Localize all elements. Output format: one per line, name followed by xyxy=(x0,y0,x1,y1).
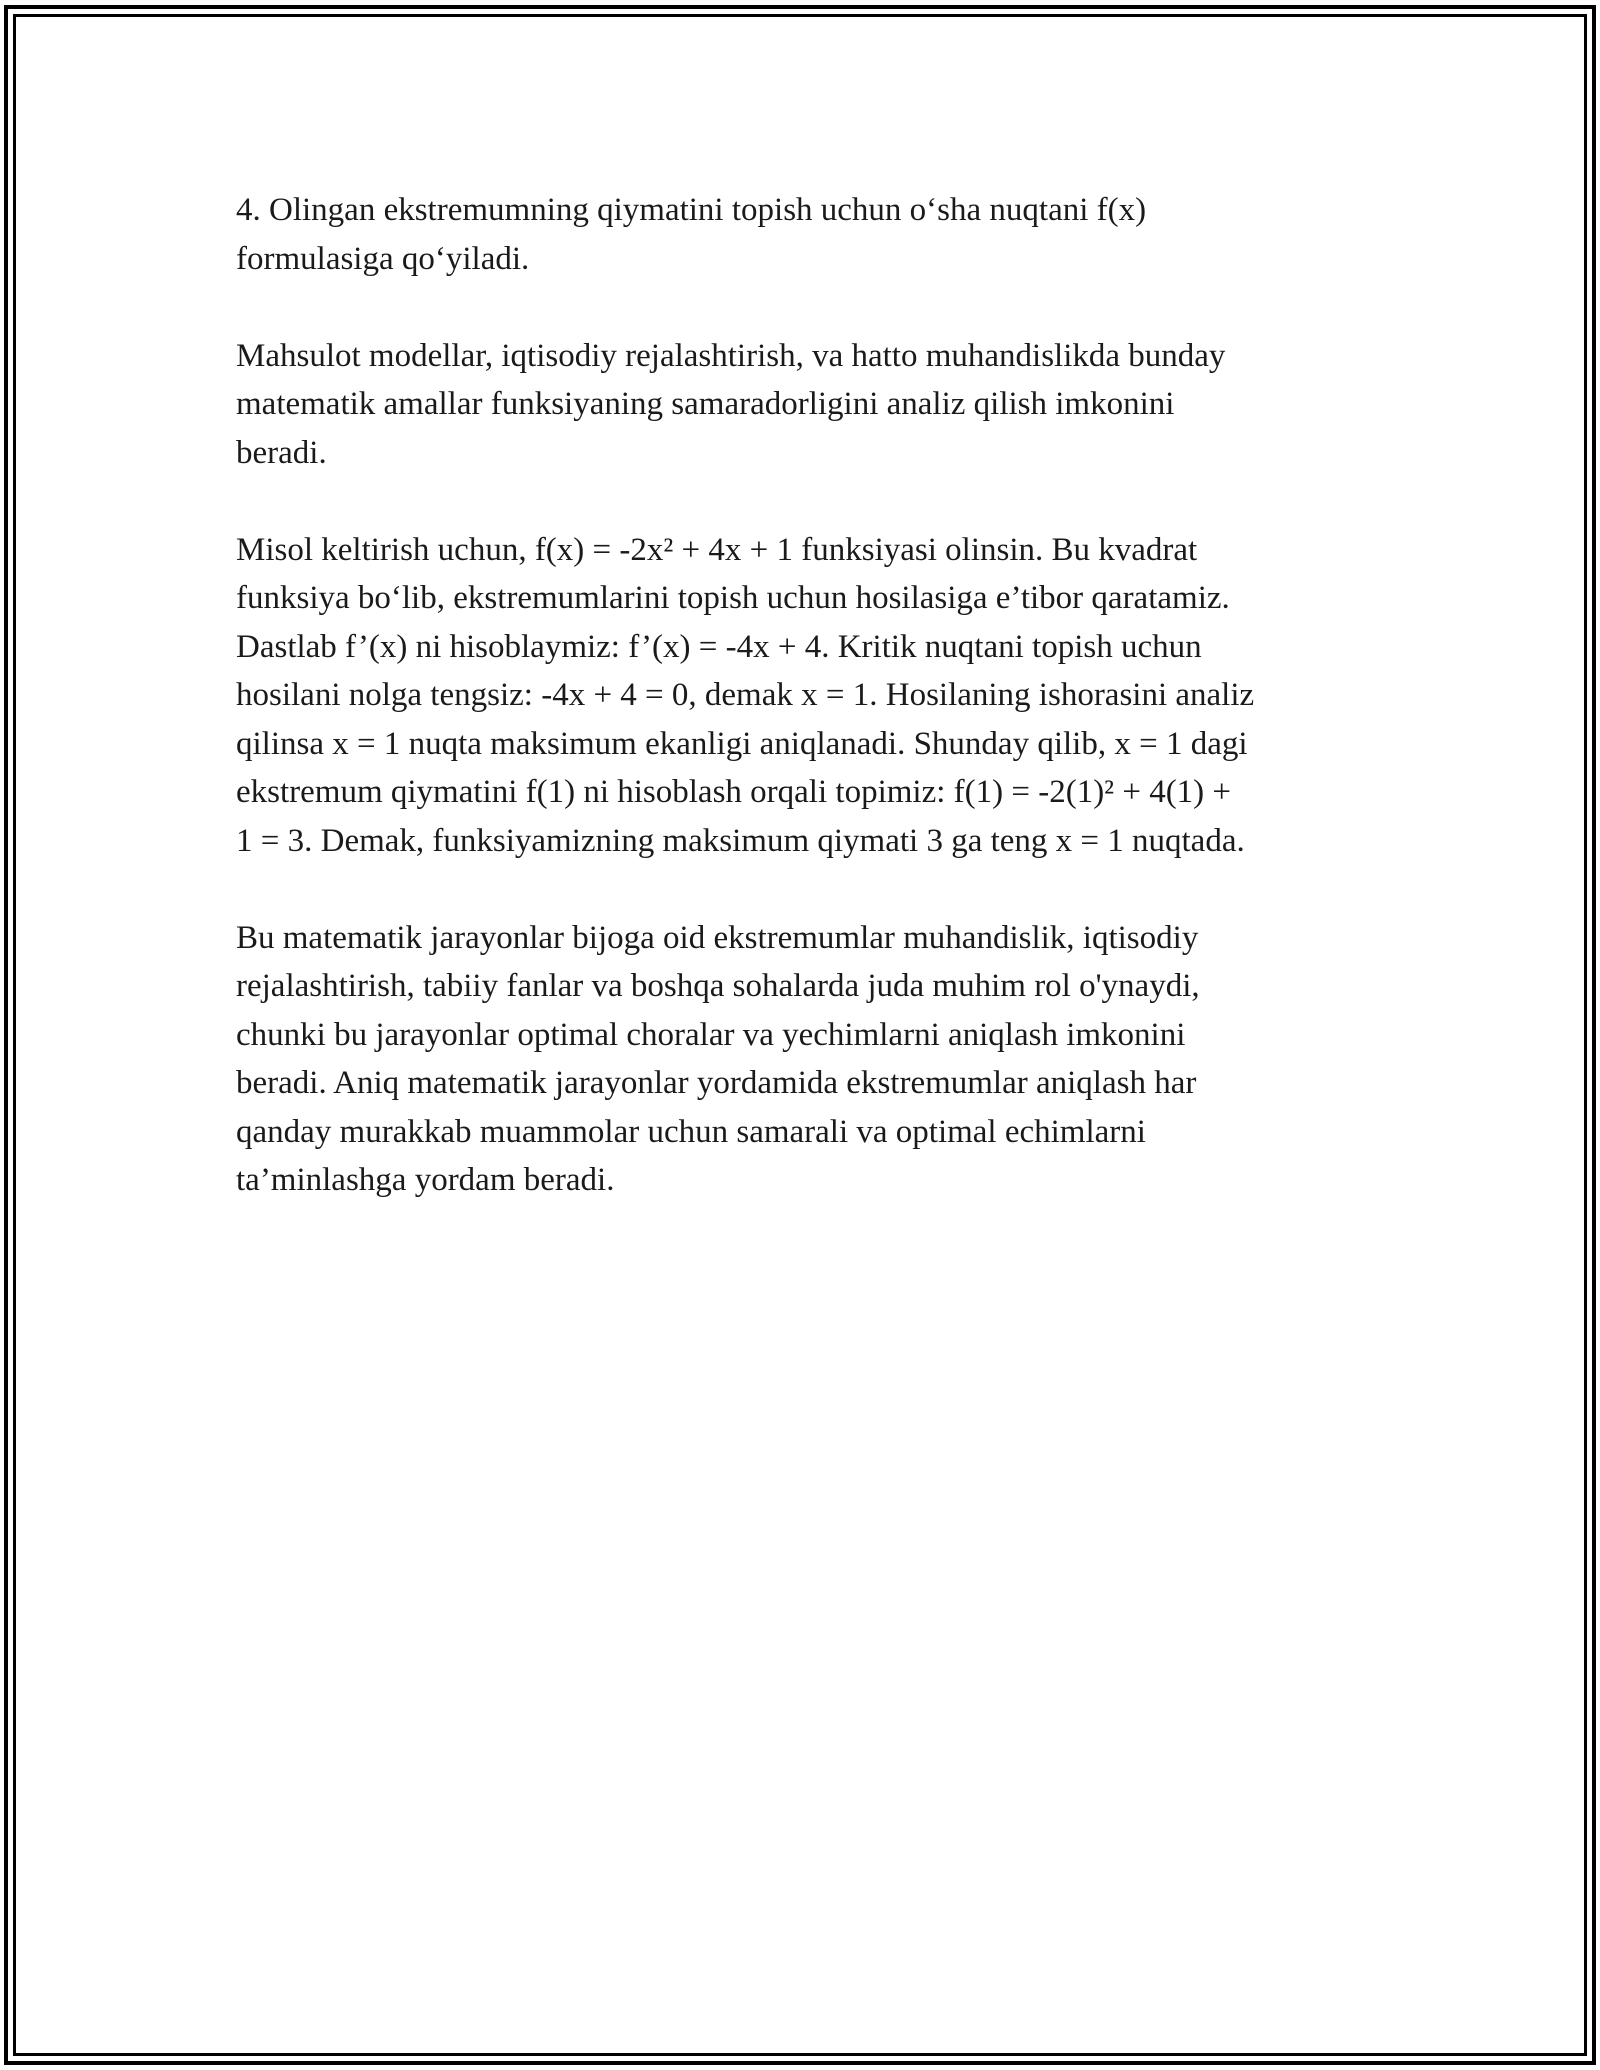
text-line: matematik amallar funksiyaning samaradorligini analiz qilish imkonini xyxy=(236,386,1175,422)
text-line: hosilani nolga tengsiz: -4x + 4 = 0, demak x = 1. Hosilaning ishorasini analiz xyxy=(236,677,1255,713)
text-line: qanday murakkab muammolar uchun samarali va optimal echimlarni xyxy=(236,1113,1146,1150)
text-line: chunki bu jarayonlar optimal choralar va yechimlarni aniqlash imkonini xyxy=(236,1016,1186,1053)
paragraph-example xyxy=(236,526,1376,866)
document-body xyxy=(236,186,1376,1205)
paragraph-step-4 xyxy=(236,186,1376,283)
text-line: funksiya bo‘lib, ekstremumlarini topish uchun hosilasiga e’tibor qaratamiz. xyxy=(236,580,1230,616)
text-line: beradi. xyxy=(236,434,327,471)
paragraph-applications xyxy=(236,332,1376,478)
text-line: beradi. Aniq matematik jarayonlar yordamida ekstremumlar aniqlash har xyxy=(236,1065,1197,1101)
text-line: 4. Olingan ekstremumning qiymatini topish uchun o‘sha nuqtani f(x) xyxy=(236,192,1147,228)
text-line: formulasiga qo‘yiladi. xyxy=(236,240,530,277)
text-line: Dastlab f’(x) ni hisoblaymiz: f’(x) = -4x + 4. Kritik nuqtani topish uchun xyxy=(236,628,1202,665)
text-line: Misol keltirish uchun, f(x) = -2x² + 4x + 1 funksiyasi olinsin. Bu kvadrat xyxy=(236,531,1198,568)
text-line: ta’minlashga yordam beradi. xyxy=(236,1162,615,1198)
paragraph-conclusion xyxy=(236,914,1376,1205)
text-line: ekstremum qiymatini f(1) ni hisoblash orqali topimiz: f(1) = -2(1)² + 4(1) + xyxy=(236,774,1232,810)
text-line: qilinsa x = 1 nuqta maksimum ekanligi aniqlanadi. Shunday qilib, x = 1 dagi xyxy=(236,725,1248,762)
text-line: Mahsulot modellar, iqtisodiy rejalashtirish, va hatto muhandislikda bunday xyxy=(236,337,1226,374)
text-line: rejalashtirish, tabiiy fanlar va boshqa sohalarda juda muhim rol o'ynaydi, xyxy=(236,968,1200,1004)
text-line: Bu matematik jarayonlar bijoga oid ekstremumlar muhandislik, iqtisodiy xyxy=(236,919,1199,956)
text-line: 1 = 3. Demak, funksiyamizning maksimum qiymati 3 ga teng x = 1 nuqtada. xyxy=(236,822,1245,859)
